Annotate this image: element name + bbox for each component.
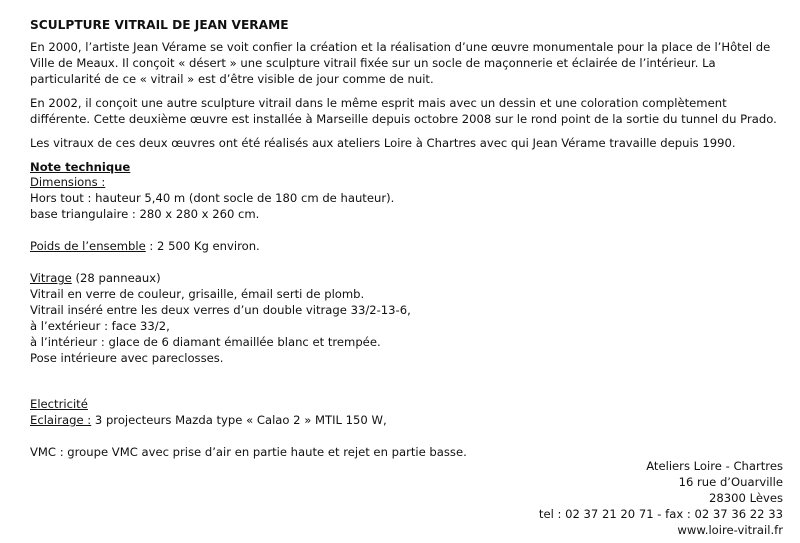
weight-label: Poids de l’ensemble bbox=[30, 239, 146, 253]
document-page bbox=[30, 18, 790, 460]
spacer bbox=[30, 366, 790, 396]
document-title: SCULPTURE VITRAIL DE JEAN VERAME bbox=[30, 18, 289, 32]
vmc-line: VMC : groupe VMC avec prise d’air en partie haute et rejet en partie basse. bbox=[30, 445, 467, 459]
glazing-line-4: à l’intérieur : glace de 6 diamant émaillée blanc et trempée. bbox=[30, 335, 381, 349]
paragraph-meaux: En 2000, l’artiste Jean Vérame se voit confier la création et la réalisation d’une œuvre monumentale pour la place de l’Hôtel de Ville de Meaux. Il conçoit « désert » une sculpture vitrail fixée sur un socle de maçonnerie et éclairée de l’intérieur. La particularité de ce « vitrail » est d’être visible de jour comme de nuit. bbox=[30, 40, 771, 86]
electricity-label: Electricité bbox=[30, 397, 88, 411]
dimensions-line-1: Hors tout : hauteur 5,40 m (dont socle de 180 cm de hauteur). bbox=[30, 191, 395, 205]
glazing-suffix: (28 panneaux) bbox=[71, 271, 161, 285]
tech-heading: Note technique bbox=[30, 160, 131, 174]
company-name: Ateliers Loire - Chartres bbox=[646, 459, 783, 473]
glazing-line-5: Pose intérieure avec pareclosses. bbox=[30, 351, 224, 365]
spacer bbox=[30, 254, 790, 270]
contact-block bbox=[539, 458, 783, 538]
dimensions-label: Dimensions : bbox=[30, 175, 106, 189]
glazing-row bbox=[30, 270, 790, 286]
street-address: 16 rue d’Ouarville bbox=[678, 475, 783, 489]
lighting-row bbox=[30, 412, 790, 428]
spacer bbox=[30, 222, 790, 238]
city-address: 28300 Lèves bbox=[709, 491, 783, 505]
glazing-label: Vitrage bbox=[30, 271, 72, 285]
spacer bbox=[30, 428, 790, 444]
website-link[interactable]: www.loire-vitrail.fr bbox=[677, 523, 783, 537]
paragraph-ateliers: Les vitraux de ces deux œuvres ont été réalisés aux ateliers Loire à Chartres avec qui Jean Vérame travaille depuis 1990. bbox=[30, 136, 736, 150]
weight-row bbox=[30, 238, 790, 254]
lighting-label: Eclairage : bbox=[30, 413, 92, 427]
weight-value: : 2 500 Kg environ. bbox=[145, 239, 260, 253]
paragraph-marseille: En 2002, il conçoit une autre sculpture vitrail dans le même esprit mais avec un dessin et une coloration complètement différente. Cette deuxième œuvre est installée à Marseille depuis octobre 2008 sur le rond point de la sortie du tunnel du Prado. bbox=[30, 96, 777, 126]
glazing-line-2: Vitrail inséré entre les deux verres d’un double vitrage 33/2-13-6, bbox=[30, 303, 411, 317]
dimensions-line-2: base triangulaire : 280 x 280 x 260 cm. bbox=[30, 207, 260, 221]
lighting-value: 3 projecteurs Mazda type « Calao 2 » MTIL 150 W, bbox=[91, 413, 387, 427]
glazing-line-1: Vitrail en verre de couleur, grisaille, émail serti de plomb. bbox=[30, 287, 365, 301]
phone-fax: tel : 02 37 21 20 71 - fax : 02 37 36 22 33 bbox=[538, 507, 783, 521]
glazing-line-3: à l’extérieur : face 33/2, bbox=[30, 319, 170, 333]
